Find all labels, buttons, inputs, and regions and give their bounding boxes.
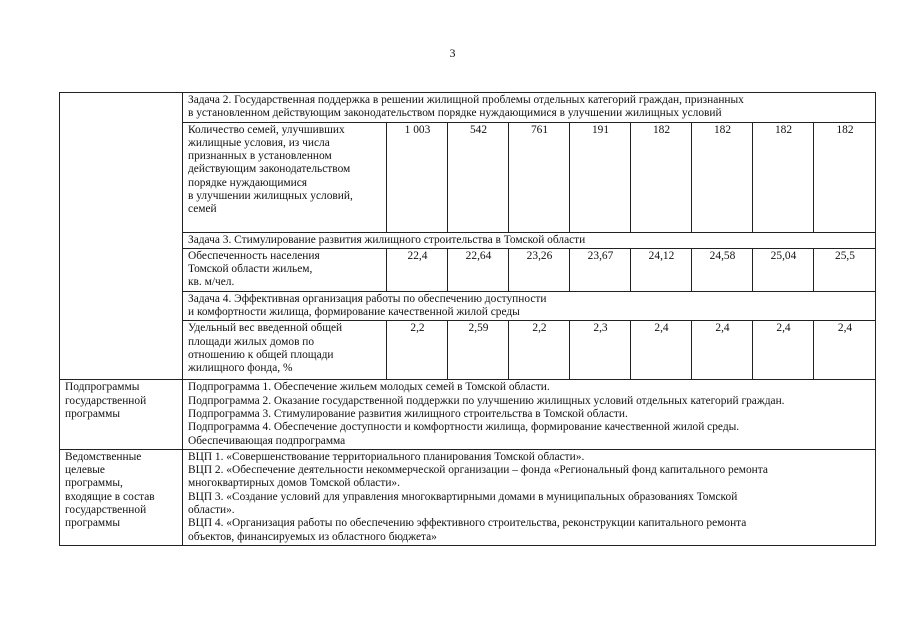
task4-indicator xyxy=(183,321,387,380)
value-cell: 542 xyxy=(448,122,509,232)
task4-heading-line: и комфортности жилища, формирование качественной жилой среды xyxy=(188,306,520,319)
page-number: 3 xyxy=(449,46,456,60)
subprograms-list xyxy=(183,380,876,449)
value-cell: 24,58 xyxy=(692,248,753,291)
departmental-list xyxy=(183,449,876,545)
indicator-line: действующим законодательством xyxy=(188,163,351,176)
label-line: государственной xyxy=(65,394,147,407)
vcp-item-continuation: объектов, финансируемых из областного бюджета» xyxy=(188,530,437,543)
value-cell: 2,2 xyxy=(509,321,570,380)
label-line: Ведомственные xyxy=(65,450,142,463)
value-cell: 24,12 xyxy=(631,248,692,291)
task4-heading-row xyxy=(60,291,876,321)
task2-heading-line: Задача 2. Государственная поддержка в решении жилищной проблемы отдельных категорий граждан, признанных xyxy=(188,94,744,106)
subprogram-item: Подпрограмма 1. Обеспечение жильем молодых семей в Томской области. xyxy=(188,381,550,394)
task3-indicator xyxy=(183,248,387,291)
indicator-line: семей xyxy=(188,203,217,216)
value-cell: 25,5 xyxy=(814,248,876,291)
task2-indicator xyxy=(183,122,387,232)
task4-indicator-row xyxy=(60,321,876,380)
subprograms-label xyxy=(60,380,183,449)
value-cell: 182 xyxy=(753,122,814,232)
indicator-line: в улучшении жилищных условий, xyxy=(188,190,353,203)
indicator-line: признанных в установленном xyxy=(188,150,332,163)
indicator-line: жилищного фонда, % xyxy=(188,362,293,375)
subprogram-item: Обеспечивающая подпрограмма xyxy=(188,434,346,447)
value-cell: 2,4 xyxy=(753,321,814,380)
vcp-item: ВЦП 2. «Обеспечение деятельности некоммерческой организации – фонда «Региональный фонд капитального ремонта xyxy=(188,464,768,477)
vcp-item: ВЦП 1. «Совершенствование территориального планирования Томской области». xyxy=(188,450,585,463)
indicator-line: площади жилых домов по xyxy=(188,335,315,348)
subprogram-item: Подпрограмма 2. Оказание государственной поддержки по улучшению жилищных условий отдельных категорий граждан. xyxy=(188,394,785,407)
vcp-item: ВЦП 3. «Создание условий для управления многоквартирными домами в муниципальных образованиях Томской xyxy=(188,490,738,503)
label-line: программы xyxy=(65,517,120,530)
indicator-line: жилищные условия, из числа xyxy=(188,136,330,149)
subprogram-item: Подпрограмма 4. Обеспечение доступности и комфортности жилища, формирование качественной жилой среды. xyxy=(188,421,740,434)
value-cell: 25,04 xyxy=(753,248,814,291)
label-line: входящие в состав xyxy=(65,490,155,503)
task3-indicator-row xyxy=(60,248,876,291)
label-line: программы, xyxy=(65,477,123,490)
label-line: Подпрограммы xyxy=(65,381,140,394)
value-cell: 182 xyxy=(814,122,876,232)
value-cell: 2,2 xyxy=(387,321,448,380)
indicator-line: Томской области жильем, xyxy=(188,263,313,276)
task2-heading-line: в установленном действующим законодательством порядке нуждающимися в улучшении жилищных условий xyxy=(188,107,722,120)
task3-heading-line: Задача 3. Стимулирование развития жилищного строительства в Томской области xyxy=(188,233,586,246)
vcp-item-continuation: области». xyxy=(188,504,235,517)
empty-label-cell xyxy=(60,93,183,380)
subprogram-item: Подпрограмма 3. Стимулирование развития жилищного строительства в Томской области. xyxy=(188,407,628,420)
indicator-line: отношению к общей площади xyxy=(188,348,334,361)
value-cell: 191 xyxy=(570,122,631,232)
vcp-item: ВЦП 4. «Организация работы по обеспечению эффективного строительства, реконструкции капитального ремонта xyxy=(188,517,747,530)
value-cell: 182 xyxy=(631,122,692,232)
value-cell: 761 xyxy=(509,122,570,232)
departmental-row xyxy=(60,449,876,545)
value-cell: 2,4 xyxy=(814,321,876,380)
task2-indicator-row xyxy=(60,122,876,232)
task3-heading-row xyxy=(60,232,876,248)
value-cell: 2,3 xyxy=(570,321,631,380)
task4-heading-line: Задача 4. Эффективная организация работы по обеспечению доступности xyxy=(188,292,547,305)
label-line: программы xyxy=(65,407,120,420)
value-cell: 22,64 xyxy=(448,248,509,291)
value-cell: 2,4 xyxy=(692,321,753,380)
value-cell: 23,26 xyxy=(509,248,570,291)
label-line: целевые xyxy=(65,464,105,477)
value-cell: 22,4 xyxy=(387,248,448,291)
value-cell: 2,59 xyxy=(448,321,509,380)
vcp-item-continuation: многоквартирных домов Томской области». xyxy=(188,477,400,490)
subprograms-row xyxy=(60,380,876,449)
task2-heading-row xyxy=(60,93,876,123)
indicator-line: Удельный вес введенной общей xyxy=(188,322,343,335)
task3-heading xyxy=(183,232,876,248)
value-cell: 23,67 xyxy=(570,248,631,291)
value-cell: 182 xyxy=(692,122,753,232)
indicator-line: порядке нуждающимися xyxy=(188,176,308,189)
value-cell: 1 003 xyxy=(387,122,448,232)
label-line: государственной xyxy=(65,504,147,517)
departmental-label xyxy=(60,449,183,545)
task2-heading xyxy=(183,93,876,123)
indicator-line: кв. м/чел. xyxy=(188,276,235,289)
value-cell: 2,4 xyxy=(631,321,692,380)
passport-table xyxy=(59,92,876,546)
task4-heading xyxy=(183,291,876,321)
indicator-line: Обеспеченность населения xyxy=(188,249,320,262)
indicator-line: Количество семей, улучшивших xyxy=(188,123,345,136)
